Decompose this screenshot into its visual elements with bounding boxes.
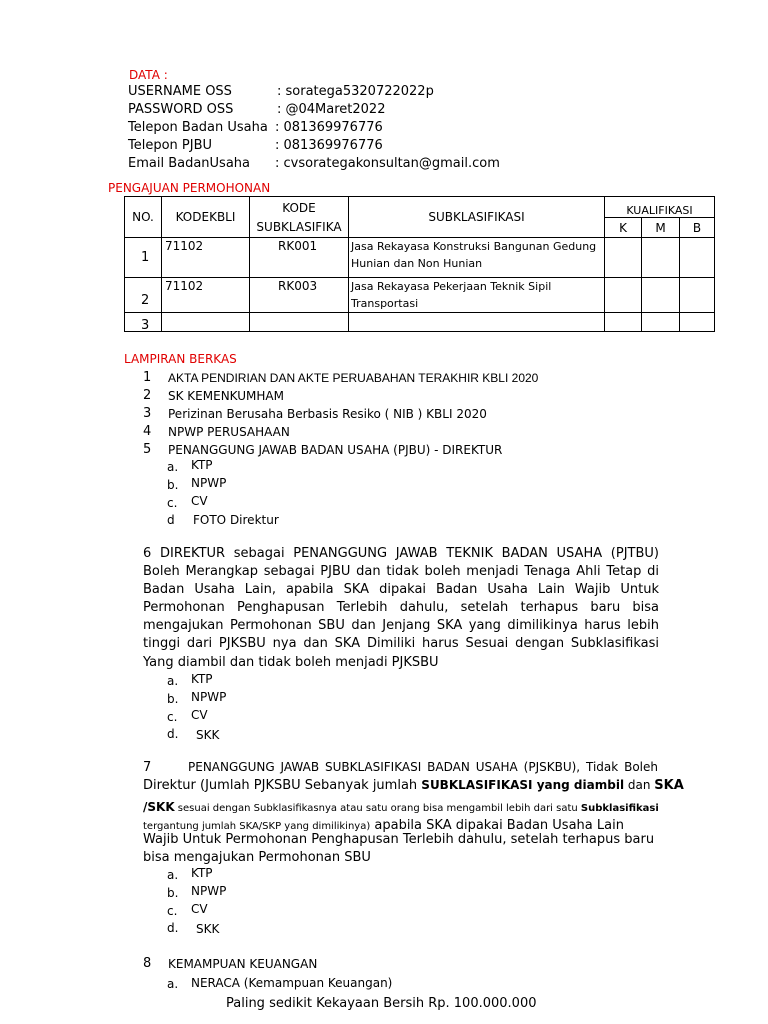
sub-letter: b. [167,886,179,900]
sub-item: KTP [191,672,213,686]
sub-item: NPWP [191,476,227,490]
phone-business-label: Telepon Badan Usaha [128,120,268,135]
row-kode: RK001 [250,238,349,278]
sub-letter: c. [167,904,178,918]
attachment-item: NPWP PERUSAHAAN [168,425,290,439]
request-table [124,196,715,332]
sub-letter: d [167,513,175,527]
username-value: : soratega5320722022p [277,84,434,99]
username-label: USERNAME OSS [128,84,232,99]
paragraph-7-line5: Wajib Untuk Permohonan Penghapusan Terlebih dahulu, setelah terhapus baru [143,832,655,847]
paragraph-7-line3: /SKK sesuai dengan Subklasifikasnya atau satu orang bisa mengambil lebih dari satu Subklasifikasi [143,800,659,814]
header-subklasifikasi: SUBKLASIFIKASI [349,197,605,238]
header-b: B [680,218,715,238]
item-number: 8 [143,956,152,971]
row-m [642,238,680,278]
paragraph-6 [143,545,659,672]
sub-item: CV [191,708,208,722]
table-row [125,313,715,332]
row-no: 1 [125,238,162,278]
row-kode: RK003 [250,278,349,313]
table-row [125,278,715,313]
sub-letter: d. [167,727,179,741]
item-number: 5 [143,442,152,457]
data-title: DATA : [129,68,168,82]
sub-item: NPWP [191,690,227,704]
attachment-item: Perizinan Berusaha Berbasis Resiko ( NIB ) KBLI 2020 [168,407,487,421]
header-kode-subklasifikasi: KODE SUBKLASIFIKA [250,197,349,238]
sub-letter: c. [167,496,178,510]
sub-item: SKK [196,728,220,742]
row-subklasifikasi: Jasa Rekayasa Konstruksi Bangunan Gedung Hunian dan Non Hunian [349,238,605,278]
row-kbli: 71102 [162,238,250,278]
sub-item: NPWP [191,884,227,898]
phone-pjbu-value: : 081369976776 [275,138,383,153]
row-m [642,313,680,332]
sub-letter: a. [167,674,179,688]
paragraph-7-line6: bisa mengajukan Permohonan SBU [143,850,371,865]
header-kualifikasi: KUALIFIKASI [605,197,715,218]
row-no: 2 [125,278,162,313]
item-number: 3 [143,406,152,421]
phone-pjbu-label: Telepon PJBU [128,138,213,153]
row-subklasifikasi: Jasa Rekayasa Pekerjaan Teknik Sipil Transportasi [349,278,605,313]
row-subklasifikasi [349,313,605,332]
attachments-title: LAMPIRAN BERKAS [124,352,237,366]
header-m: M [642,218,680,238]
password-label: PASSWORD OSS [128,102,234,117]
item-number: 1 [143,370,152,385]
request-title: PENGAJUAN PERMOHONAN [108,181,271,195]
sub-letter: a. [167,868,179,882]
sub-item: NERACA (Kemampuan Keuangan) [191,976,393,990]
sub-letter: a. [167,460,179,474]
sub-item: FOTO Direktur [193,513,279,527]
row-no: 3 [125,313,162,332]
header-k: K [605,218,642,238]
sub-item: SKK [196,922,220,936]
row-k [605,238,642,278]
paragraph-number: 6 [143,546,152,561]
row-kbli: 71102 [162,278,250,313]
row-k [605,278,642,313]
paragraph-7-number: 7 [143,760,152,775]
email-label: Email BadanUsaha [128,156,251,171]
phone-business-value: : 081369976776 [275,120,383,135]
header-no: NO. [125,197,162,238]
paragraph-text: Merangkap sebagai PJBU dan tidak boleh menjadi Tenaga Ahli Tetap di Badan Usaha Lain, apabila SKA dipakai Badan Usaha Lain Wajib Untuk Permohonan Penghapusan Terlebih dahulu, setelah terhapus baru bisa mengajukan Permohonan SBU dan Jenjang SKA yang dimilikinya harus lebih tinggi dari PJKSBU nya dan SKA Dimiliki harus Sesuai dengan Subklasifikasi Yang diambil dan tidak boleh menjadi PJKSBU [143,564,659,670]
header-kodekbli: KODEKBLI [162,197,250,238]
sub-item: KTP [191,458,213,472]
attachment-item: SK KEMENKUMHAM [168,389,284,403]
paragraph-text-first: DIREKTUR sebagai PENANGGUNG JAWAB TEKNIK BADAN USAHA (PJTBU) Boleh [143,546,659,580]
finance-note: Paling sedikit Kekayaan Bersih Rp. 100.000.000 [226,996,537,1011]
email-value: : cvsorategakonsultan@gmail.com [275,156,500,171]
paragraph-7-line4: tergantung jumlah SKA/SKP yang dimilikinya) apabila SKA dipakai Badan Usaha Lain [143,818,624,833]
sub-letter: c. [167,710,178,724]
sub-item: CV [191,494,208,508]
row-k [605,313,642,332]
sub-item: KTP [191,866,213,880]
paragraph-7-line1: PENANGGUNG JAWAB SUBKLASIFIKASI BADAN USAHA (PJSKBU), Tidak Boleh [188,760,658,774]
row-b [680,313,715,332]
row-m [642,278,680,313]
row-kode [250,313,349,332]
attachment-item: PENANGGUNG JAWAB BADAN USAHA (PJBU) - DIREKTUR [168,443,503,457]
row-b [680,278,715,313]
password-value: : @04Maret2022 [277,102,386,117]
row-b [680,238,715,278]
item-number: 4 [143,424,152,439]
paragraph-7-line2: Direktur (Jumlah PJKSBU Sebanyak jumlah SUBKLASIFIKASI yang diambil dan SKA [143,778,684,793]
sub-letter: b. [167,478,179,492]
row-kbli [162,313,250,332]
attachment-item: AKTA PENDIRIAN DAN AKTE PERUABAHAN TERAKHIR KBLI 2020 [168,371,539,385]
sub-item: CV [191,902,208,916]
sub-letter: a. [167,977,179,991]
finance-title: KEMAMPUAN KEUANGAN [168,957,318,971]
sub-letter: d. [167,921,179,935]
table-row [125,238,715,278]
item-number: 2 [143,388,152,403]
sub-letter: b. [167,692,179,706]
